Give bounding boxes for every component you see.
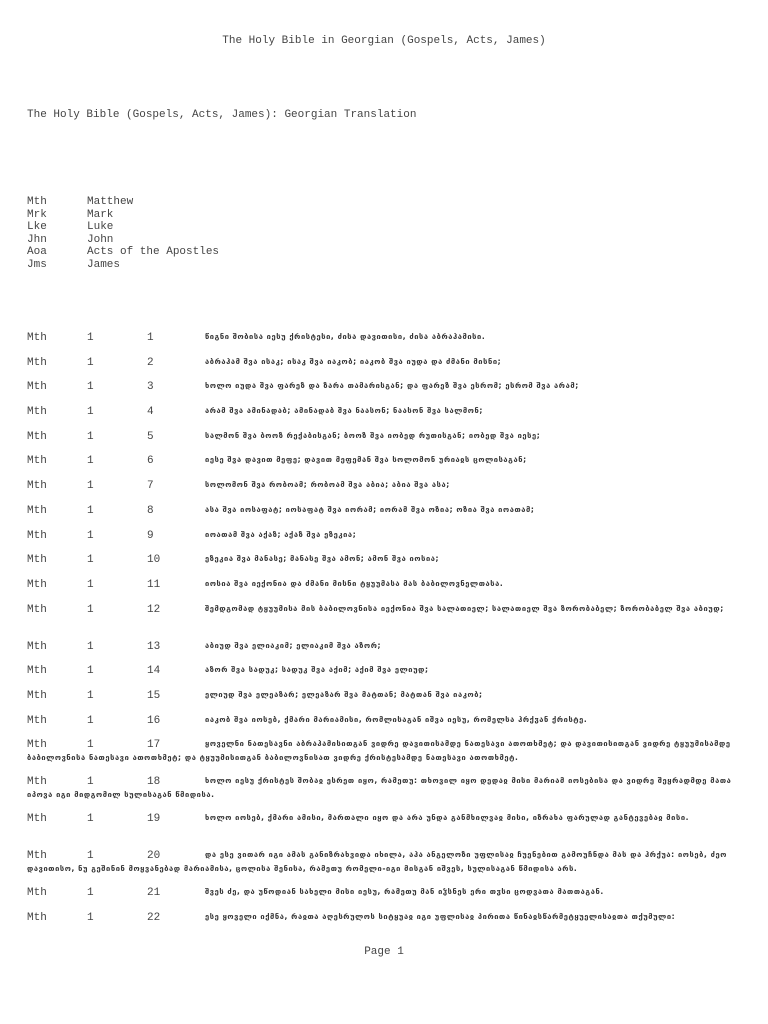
- verse-number: 22: [147, 912, 161, 924]
- abbreviation-list: [27, 196, 219, 271]
- verse-number: 19: [147, 813, 161, 826]
- verse-row: [27, 553, 747, 578]
- abbreviation-row: [27, 221, 219, 234]
- verse-row: [27, 812, 747, 849]
- verse-text: ეზეკია შვა მანასე; მანასე შვა ამონ; ამონ შვა იოსია;: [205, 554, 440, 564]
- verse-text: ხოლო იოსებ, ქმარი ამისი, მართალი იყო და არა უნდა განმხილვაჲ მისი, იზრახა ფარულად განტევებაჲ მისი.: [205, 813, 690, 823]
- verse-number: 10: [147, 554, 161, 567]
- verse-chapter: 1: [87, 776, 94, 789]
- verse-number: 7: [147, 480, 154, 493]
- document-title: The Holy Bible (Gospels, Acts, James): Georgian Translation: [27, 109, 417, 121]
- verse-book: Mth: [27, 689, 47, 702]
- verse-chapter: 1: [87, 640, 94, 653]
- verse-chapter: 1: [87, 332, 94, 344]
- verse-book: Mth: [27, 603, 47, 616]
- verse-book: Mth: [27, 529, 47, 542]
- abbreviation-name: Luke: [87, 221, 114, 233]
- abbreviation-row: [27, 209, 219, 222]
- verse-row: [27, 529, 747, 554]
- verse-number: 21: [147, 887, 161, 900]
- verse-text: წიგნი შობისა იესუ ქრისტესი, ძისა დავითისი, ძისა აბრაჰამისი.: [205, 332, 486, 341]
- abbreviation-name: James: [87, 258, 121, 271]
- abbreviation-row: [27, 259, 219, 272]
- verse-text: სალმონ შვა ბოოზ რექაბისგან; ბოოზ შვა იობედ რუთისგან; იობედ შვა იესე;: [205, 430, 541, 440]
- verse-number: 16: [147, 714, 161, 727]
- verse-book: Mth: [27, 912, 47, 924]
- verse-number: 8: [147, 504, 154, 517]
- abbreviation-code: Jms: [27, 258, 47, 271]
- verse-book: Mth: [27, 356, 47, 369]
- verse-chapter: 1: [87, 504, 94, 517]
- verse-text: იაკობ შვა იოსებ, ქმარი მარიამისი, რომლისაგან იშვა იესუ, რომელსა ჰრქჳან ქრისტე.: [205, 714, 588, 724]
- verse-row: [27, 454, 747, 479]
- verse-text: იოათამ შვა აქაზ; აქაზ შვა ეზეკია;: [205, 529, 357, 539]
- verse-number: 18: [147, 776, 161, 789]
- verse-chapter: 1: [87, 887, 94, 900]
- abbreviation-code: Aoa: [27, 246, 47, 258]
- verse-book: Mth: [27, 640, 47, 653]
- verse-book: Mth: [27, 455, 47, 468]
- verse-number: 6: [147, 455, 154, 468]
- verse-chapter: 1: [87, 381, 94, 394]
- verse-row: [27, 603, 747, 640]
- verse-row: [27, 911, 747, 936]
- verse-number: 17: [147, 739, 161, 752]
- verse-book: Mth: [27, 430, 47, 443]
- verse-text: ასა შვა იოსაფატ; იოსაფატ შვა იორამ; იორამ შვა ოზია; ოზია შვა იოათამ;: [205, 504, 535, 514]
- verse-text: ესე ყოველი იქმნა, რაჲთა აღესრულოს სიტყუაჲ იგი უფლისაჲ პირითა წინაჲსწარმეტყუელისაჲთა თქუმული:: [205, 912, 676, 921]
- verse-chapter: 1: [87, 665, 94, 678]
- verse-chapter: 1: [87, 603, 94, 616]
- verse-number: 15: [147, 689, 161, 702]
- verse-book: Mth: [27, 887, 47, 900]
- verse-book: Mth: [27, 554, 47, 567]
- verse-number: 20: [147, 850, 161, 863]
- verse-text: არამ შვა ამინადაბ; ამინადაბ შვა ნაასონ; ნაასონ შვა სალმონ;: [205, 406, 483, 416]
- verse-chapter: 1: [87, 529, 94, 542]
- verse-text: იესე შვა დავით მეფე; დავით მეფემან შვა სოლომონ ურიაჲს ცოლისაგან;: [205, 455, 527, 465]
- verse-list: [27, 331, 747, 936]
- abbreviation-row: [27, 196, 219, 209]
- verse-text: იოსია შვა იექონია და ძმანი მისნი ტყუუმასა მას ბაბილოვნელთასა.: [205, 578, 504, 588]
- verse-row: [27, 405, 747, 430]
- verse-chapter: 1: [87, 739, 94, 752]
- verse-book: Mth: [27, 406, 47, 419]
- verse-book: Mth: [27, 776, 47, 789]
- verse-text: აბიუდ შვა ელიაკიმ; ელიაკიმ შვა აზორ;: [205, 640, 382, 650]
- verse-chapter: 1: [87, 912, 94, 924]
- verse-text: ხოლო იუდა შვა ფარეზ და ზარა თამარისგან; და ფარეზ შვა ესრომ; ესრომ შვა არამ;: [205, 381, 579, 391]
- abbreviation-name: John: [87, 233, 114, 246]
- verse-book: Mth: [27, 665, 47, 678]
- verse-number: 11: [147, 578, 161, 591]
- abbreviation-code: Mrk: [27, 208, 47, 221]
- verse-book: Mth: [27, 714, 47, 727]
- page-header: The Holy Bible in Georgian (Gospels, Acts, James): [222, 35, 546, 47]
- verse-book: Mth: [27, 504, 47, 517]
- verse-row: [27, 331, 747, 356]
- abbreviation-code: Mth: [27, 196, 47, 208]
- verse-row: [27, 380, 747, 405]
- abbreviation-name: Matthew: [87, 196, 134, 208]
- verse-book: Mth: [27, 480, 47, 493]
- verse-number: 3: [147, 381, 154, 394]
- abbreviation-code: Jhn: [27, 233, 47, 246]
- verse-chapter: 1: [87, 714, 94, 727]
- verse-number: 2: [147, 356, 154, 369]
- verse-row: [27, 479, 747, 504]
- verse-chapter: 1: [87, 850, 94, 863]
- verse-number: 12: [147, 603, 161, 616]
- verse-chapter: 1: [87, 813, 94, 826]
- verse-number: 1: [147, 332, 154, 344]
- page-number: Page 1: [364, 946, 404, 958]
- verse-row: [27, 356, 747, 381]
- abbreviation-name: Acts of the Apostles: [87, 246, 220, 258]
- abbreviation-row: [27, 246, 219, 259]
- verse-book: Mth: [27, 332, 47, 344]
- verse-row: [27, 664, 747, 689]
- verse-text: და ესე ვითარ იგი ამას განიზრახვიდა იხილა, აჰა ანგელოზი უფლისაჲ ჩუენებით გამოუჩნდა მას და ჰრქუა: იოსებ, ძეო დავითისო, ნუ გეშინინ მოყვანებად მარიამისა, ცოლისა შენისა, რამეთუ რომელი-იგი მისგან იშვეს, სულისაგან წმიდისა არს.: [27, 850, 727, 873]
- verse-row: [27, 714, 747, 739]
- verse-number: 14: [147, 665, 161, 678]
- verse-number: 9: [147, 529, 154, 542]
- verse-book: Mth: [27, 381, 47, 394]
- verse-chapter: 1: [87, 689, 94, 702]
- verse-number: 4: [147, 406, 154, 419]
- verse-chapter: 1: [87, 554, 94, 567]
- verse-chapter: 1: [87, 430, 94, 443]
- verse-text: ხოლო იესუ ქრისტეს შობაჲ ესრეთ იყო, რამეთუ: თხოვილ იყო დედაჲ მისი მარიამ იოსებისა და ვიდრე შეყრადმდე მათა იპოვა იგი მიდგომილ სულისაგან წმიდისა.: [27, 776, 732, 799]
- verse-row: [27, 578, 747, 603]
- verse-row: [27, 430, 747, 455]
- verse-text: სოლომონ შვა რობოამ; რობოამ შვა აბია; აბია შვა ასა;: [205, 480, 450, 490]
- verse-text: შემდგომად ტყუუმისა მის ბაბილოვნისა იექონია შვა სალათიელ; სალათიელ შვა ზორობაბელ; ზორობაბელ შვა აბიუდ;: [205, 603, 724, 613]
- verse-chapter: 1: [87, 480, 94, 493]
- verse-book: Mth: [27, 850, 47, 863]
- verse-row: [27, 504, 747, 529]
- verse-text: აბრაჰამ შვა ისაკ; ისაკ შვა იაკობ; იაკობ შვა იუდა და ძმანი მისნი;: [205, 356, 502, 366]
- verse-chapter: 1: [87, 406, 94, 419]
- verse-number: 13: [147, 640, 161, 653]
- verse-chapter: 1: [87, 356, 94, 369]
- verse-row: [27, 640, 747, 665]
- verse-row: [27, 849, 747, 886]
- verse-book: Mth: [27, 578, 47, 591]
- verse-row: [27, 689, 747, 714]
- verse-text: შვეს ძე, და უწოდიან სახელი მისი იესუ, რამეთუ მან იჴსნეს ერი თჳსი ცოდვათა მათთაგან.: [205, 887, 604, 897]
- abbreviation-name: Mark: [87, 208, 114, 221]
- abbreviation-row: [27, 234, 219, 247]
- verse-chapter: 1: [87, 578, 94, 591]
- verse-row: [27, 886, 747, 911]
- verse-book: Mth: [27, 739, 47, 752]
- verse-number: 5: [147, 430, 154, 443]
- verse-chapter: 1: [87, 455, 94, 468]
- verse-text: ყოველნი ნათესავნი აბრაჰამისითგან ვიდრე დავითისამდე ნათესავი ათოთხმეტ; და დავითისითგან ვიდრე ტყუუმისამდე ბაბილოვნისა ნათესავი ათოთხმეტ; და ტყუუმისითგან ბაბილოვნისათ ვიდრე ქრისტესამდე ნათესავი ათოთხმეტ.: [27, 739, 731, 762]
- verse-book: Mth: [27, 813, 47, 826]
- verse-row: [27, 775, 747, 812]
- abbreviation-code: Lke: [27, 221, 47, 233]
- verse-text: ელიუდ შვა ელეაზარ; ელეაზარ შვა მატთან; მატთან შვა იაკობ;: [205, 689, 483, 699]
- verse-text: აზორ შვა სადუკ; სადუკ შვა აქიმ; აქიმ შვა ელიუდ;: [205, 665, 429, 675]
- verse-row: [27, 738, 747, 775]
